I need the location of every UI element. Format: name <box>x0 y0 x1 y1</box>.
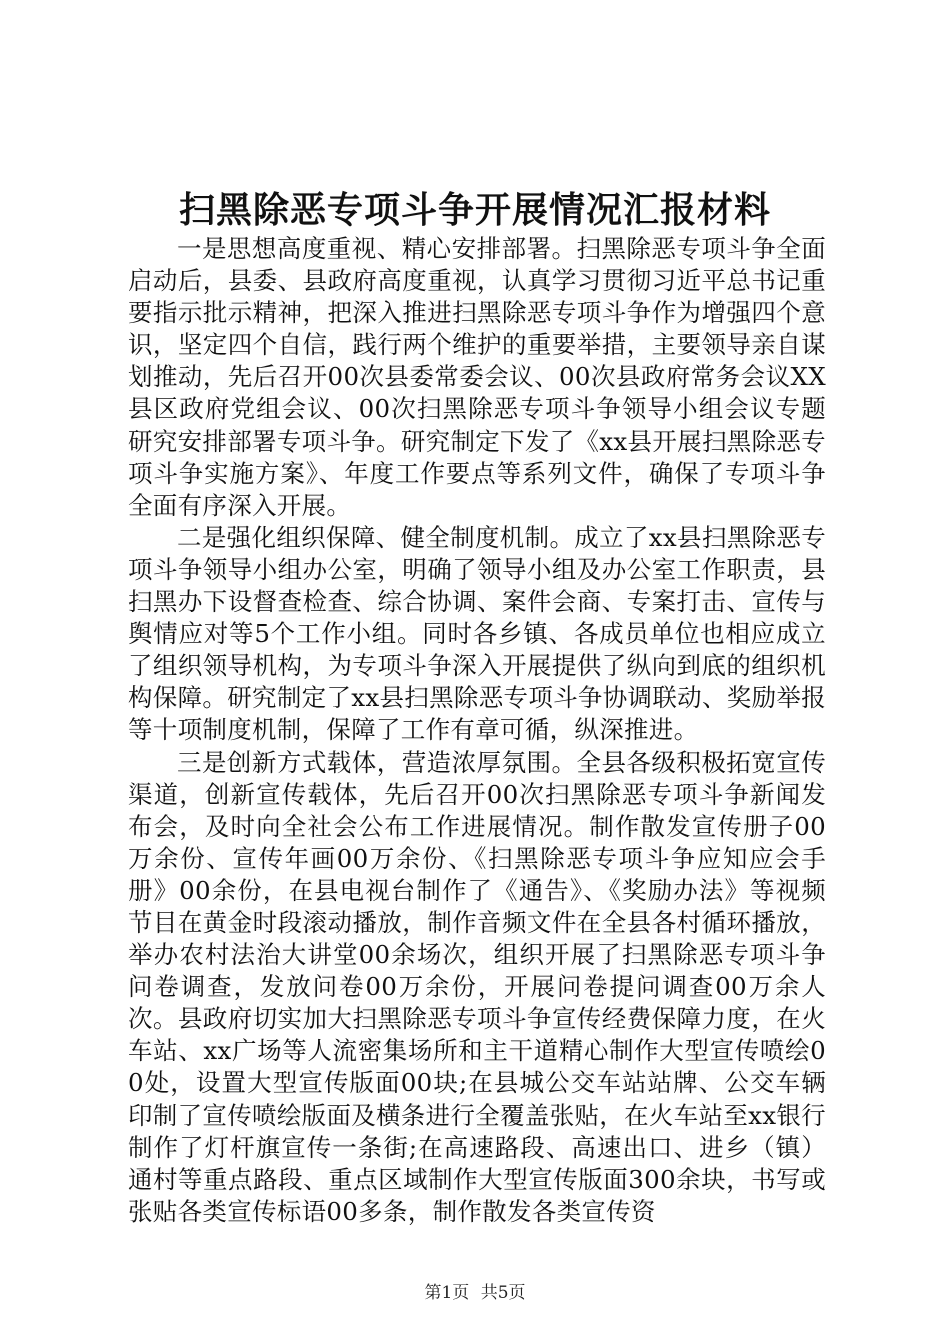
document-title: 扫黑除恶专项斗争开展情况汇报材料 <box>178 189 771 231</box>
paragraph-3: 三是创新方式载体，营造浓厚氛围。全县各级积极拓宽宣传渠道，创新宣传载体，先后召开00次扫黑除恶专项斗争新闻发布会，及时向全社会公布工作进展情况。制作散发宣传册子00万余份、宣传年画00万余份、《扫黑除恶专项斗争应知应会手册》00余份，在县电视台制作了《通告》、《奖励办法》等视频节目在黄金时段滚动播放，制作音频文件在全县各村循环播放，举办农村法治大讲堂00余场次，组织开展了扫黑除恶专项斗争问卷调查，发放问卷00万余份，开展问卷提问调查00万余人次。县政府切实加大扫黑除恶专项斗争宣传经费保障力度，在火车站、xx广场等人流密集场所和主干道精心制作大型宣传喷绘00处，设置大型宣传版面00块;在县城公交车站站牌、公交车辆印制了宣传喷绘版面及横条进行全覆盖张贴，在火车站至xx银行制作了灯杆旗宣传一条街;在高速路段、高速出口、进乡（镇）通村等重点路段、重点区域制作大型宣传版面300余块，书写或张贴各类宣传标语00多条，制作散发各类宣传资 <box>128 747 826 1226</box>
page-number: 第1页 <box>424 1283 470 1303</box>
page-footer <box>0 1282 950 1304</box>
page-total: 共5页 <box>480 1283 526 1303</box>
document-body <box>128 233 826 1228</box>
paragraph-2: 二是强化组织保障、健全制度机制。成立了xx县扫黑除恶专项斗争领导小组办公室，明确了领导小组及办公室工作职责，县扫黑办下设督查检查、综合协调、案件会商、专案打击、宣传与舆情应对等5个工作小组。同时各乡镇、各成员单位也相应成立了组织领导机构，为专项斗争深入开展提供了纵向到底的组织机构保障。研究制定了xx县扫黑除恶专项斗争协调联动、奖励举报等十项制度机制，保障了工作有章可循，纵深推进。 <box>128 522 826 745</box>
paragraph-1: 一是思想高度重视、精心安排部署。扫黑除恶专项斗争全面启动后，县委、县政府高度重视，认真学习贯彻习近平总书记重要指示批示精神，把深入推进扫黑除恶专项斗争作为增强四个意识，坚定四个自信，践行两个维护的重要举措，主要领导亲自谋划推动，先后召开00次县委常委会议、00次县政府常务会议XX县区政府党组会议、00次扫黑除恶专项斗争领导小组会议专题研究安排部署专项斗争。研究制定下发了《xx县开展扫黑除恶专项斗争实施方案》、年度工作要点等系列文件，确保了专项斗争全面有序深入开展。 <box>128 234 826 520</box>
